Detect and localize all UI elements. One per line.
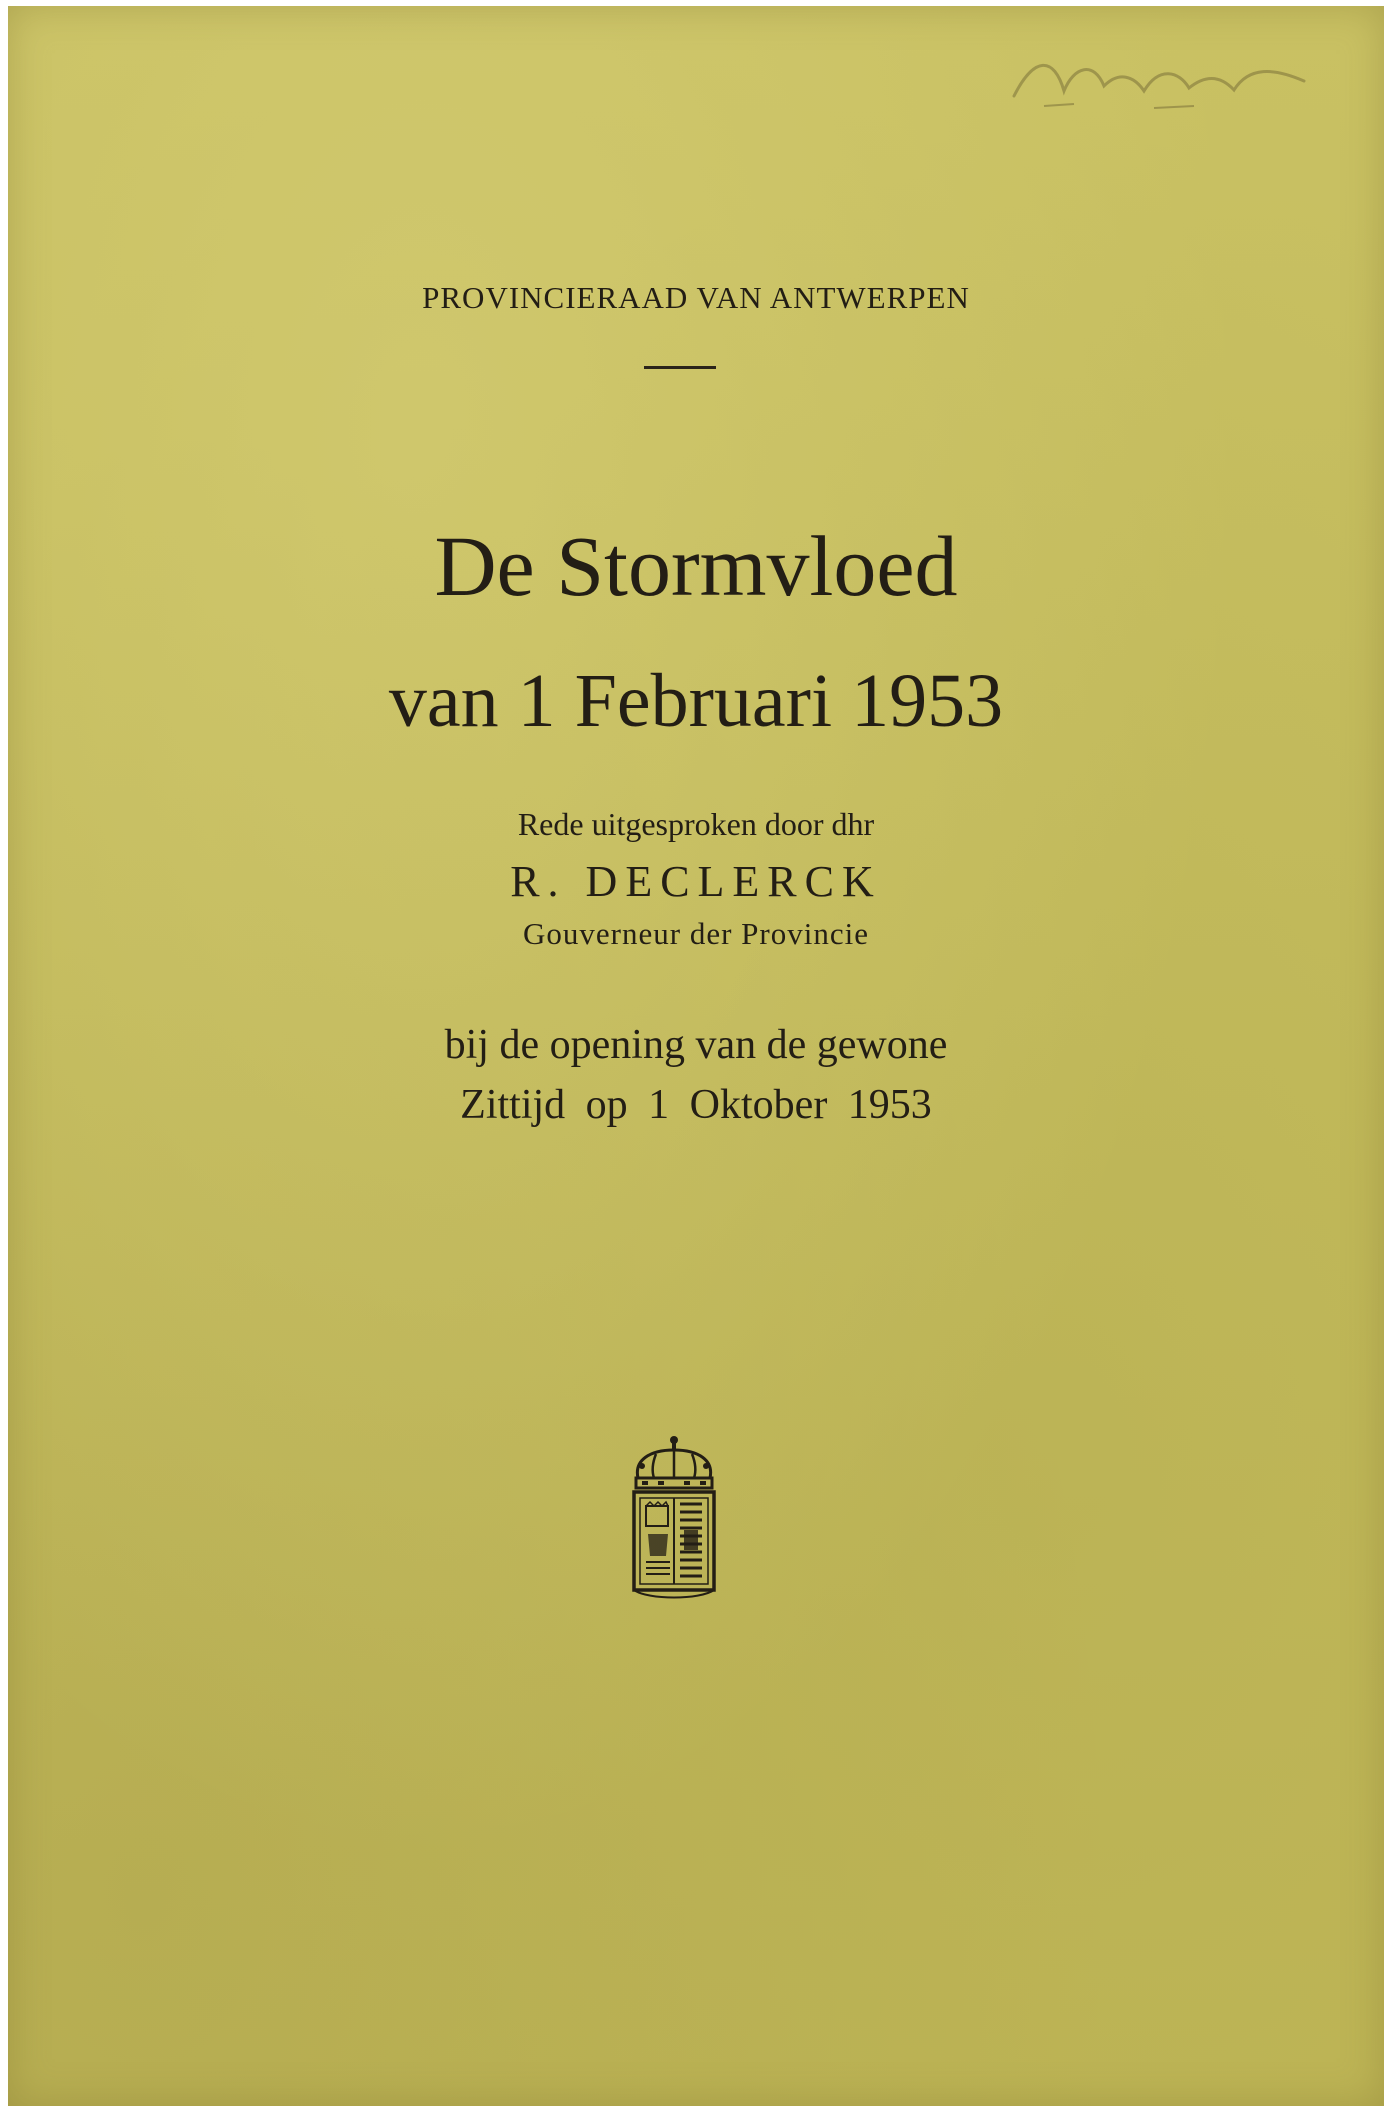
speaker-role: Gouverneur der Provincie: [523, 916, 869, 951]
title-line-1: De Stormvloed: [434, 518, 958, 614]
occasion-line-1: bij de opening van de gewone: [444, 1022, 948, 1068]
speech-intro: Rede uitgesproken door dhr: [517, 806, 875, 842]
divider-rule: [644, 366, 716, 369]
handwritten-signature-icon: [1004, 46, 1324, 116]
publisher-heading: PROVINCIERAAD VAN ANTWERPEN: [422, 280, 970, 315]
speaker-name: R. DECLERCK: [510, 857, 882, 906]
title-line-2: van 1 Februari 1953: [388, 659, 1004, 743]
book-cover: [8, 6, 1384, 2106]
coat-of-arms-icon: [628, 1434, 720, 1602]
occasion-line-2: Zittijd op 1 Oktober 1953: [460, 1082, 932, 1128]
